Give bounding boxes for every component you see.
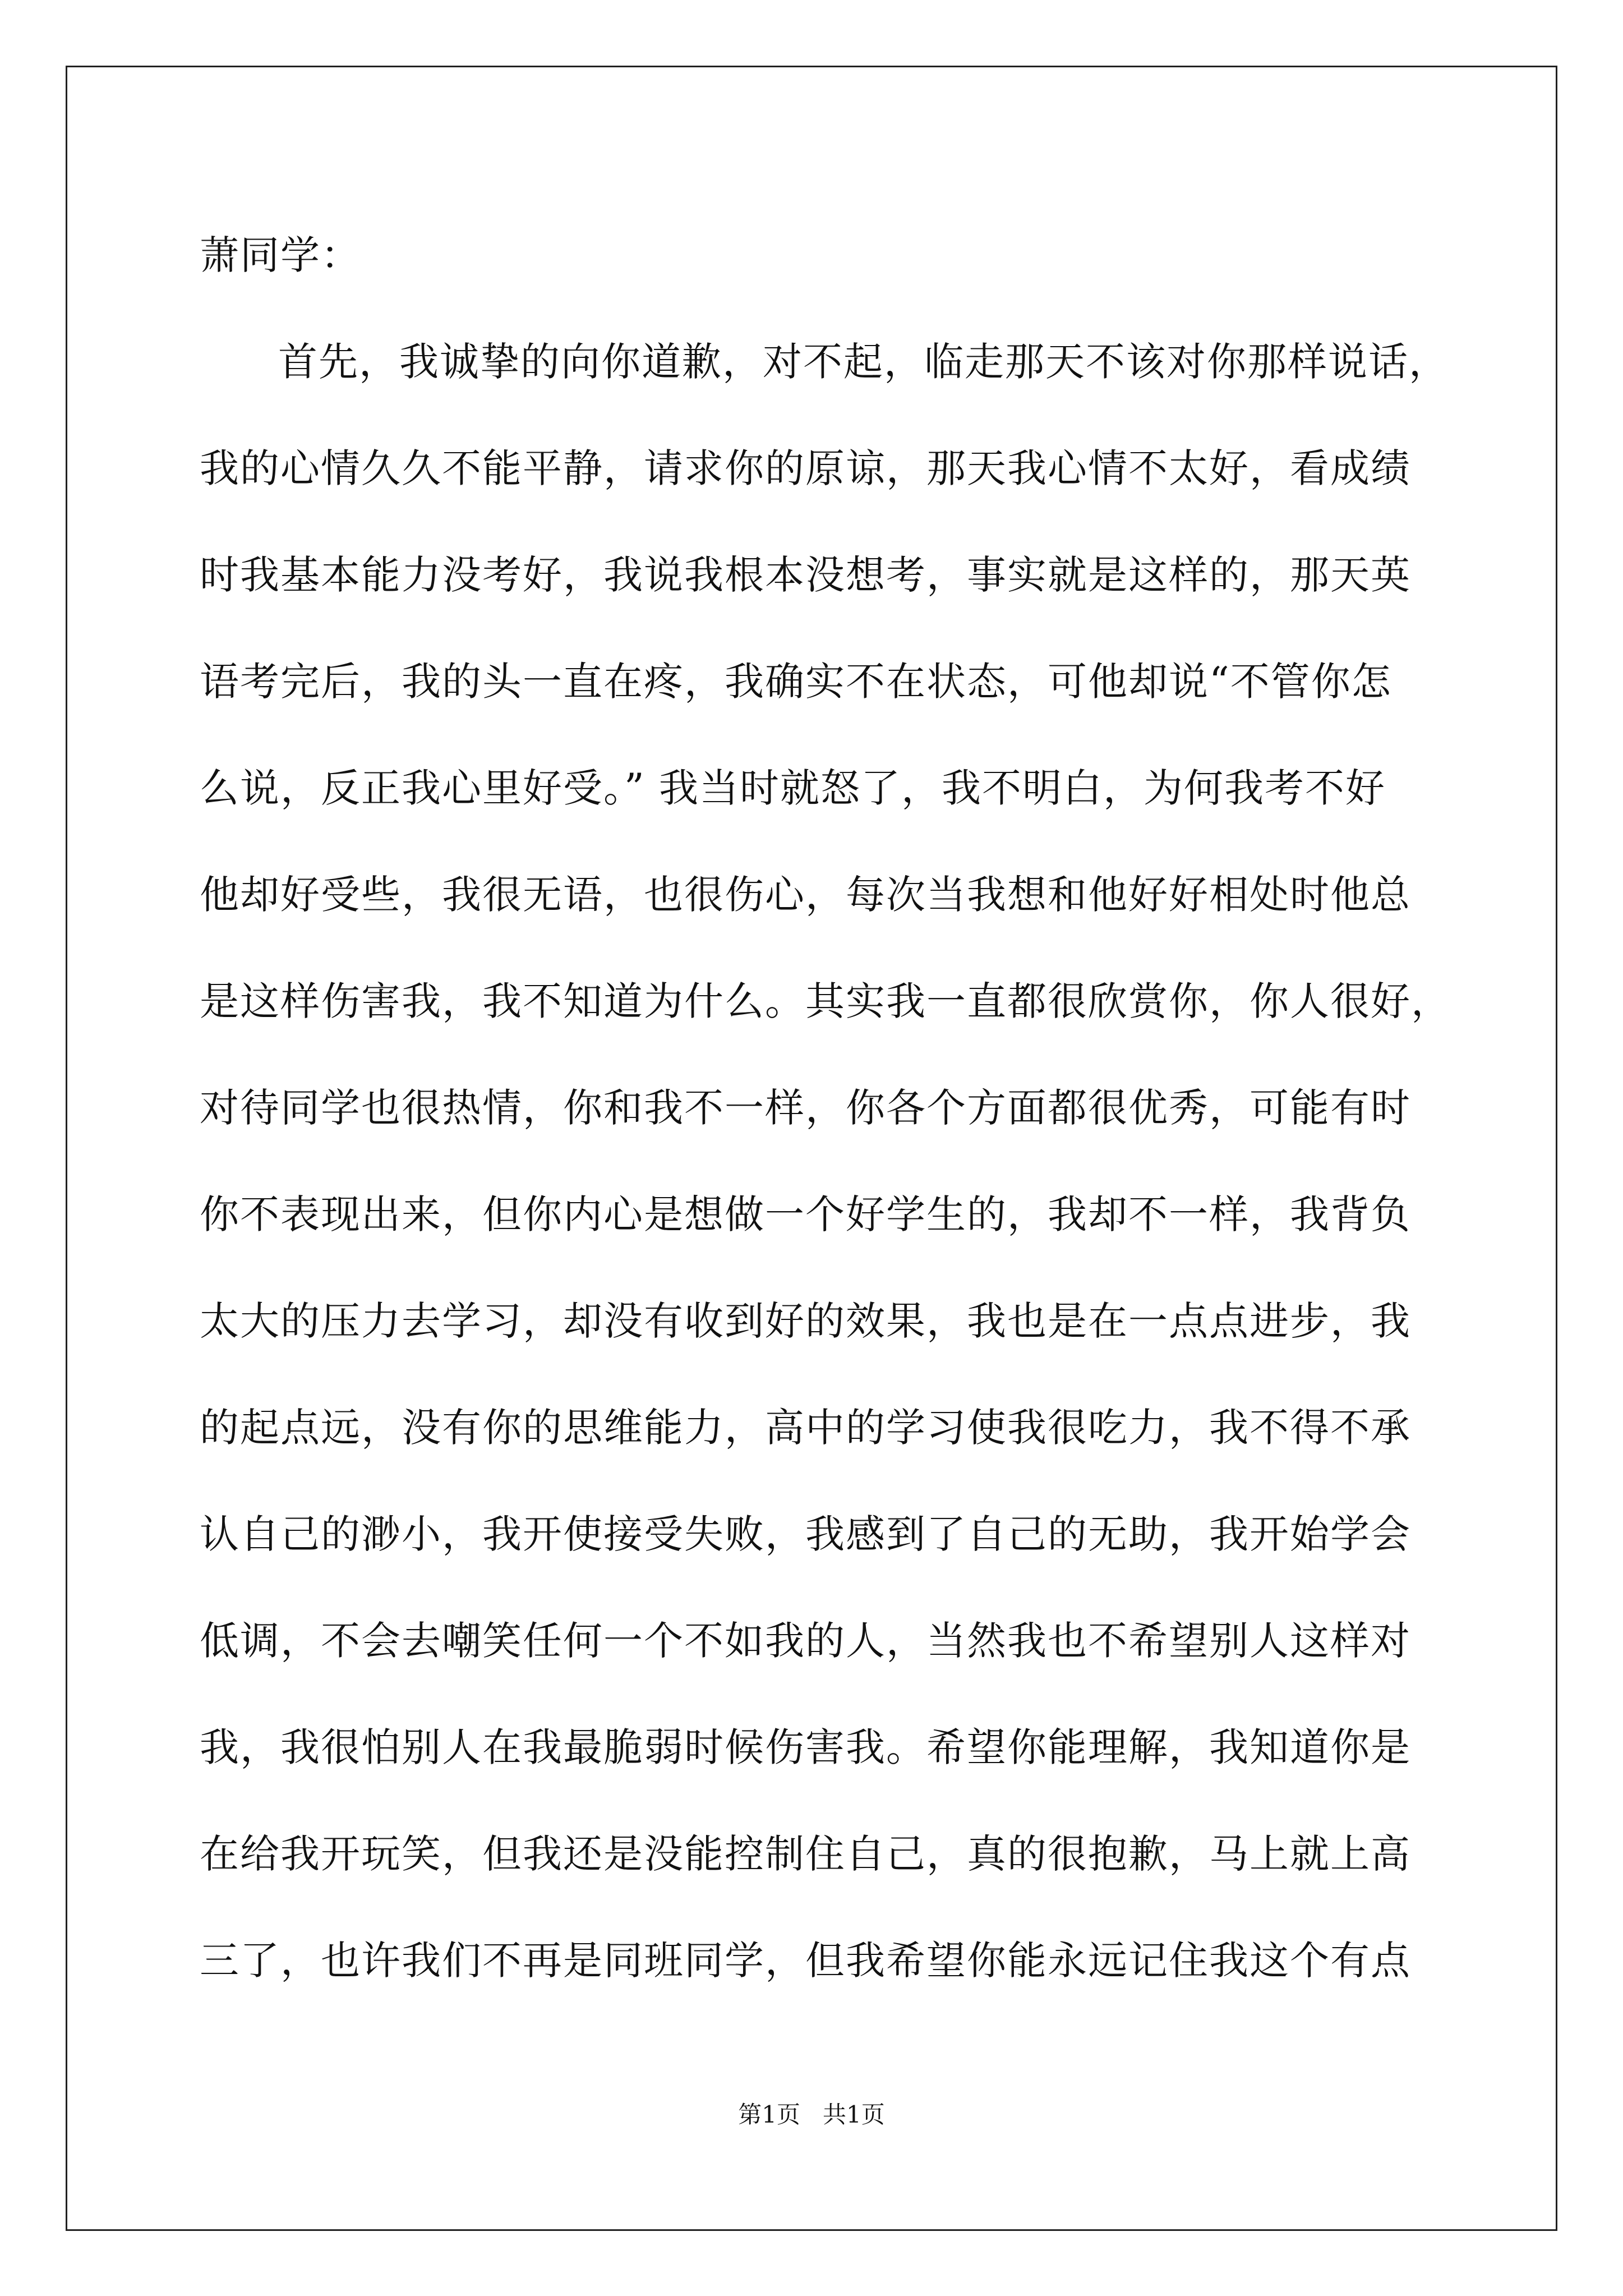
body-line: 认自己的渺小，我开使接受失败，我感到了自己的无助，我开始学会: [200, 1511, 1411, 1557]
body-line: 你不表现出来，但你内心是想做一个好学生的，我却不一样，我背负: [200, 1191, 1411, 1237]
body-line: 他却好受些，我很无语，也很伤心，每次当我想和他好好相处时他总: [200, 872, 1411, 918]
body-line: 么说，反正我心里好受。” 我当时就怒了，我不明白，为何我考不好: [200, 765, 1386, 811]
body-line: 语考完后，我的头一直在疼，我确实不在状态，可他却说“不管你怎: [200, 659, 1392, 705]
body-line: 我，我很怕别人在我最脆弱时候伤害我。希望你能理解，我知道你是: [200, 1724, 1411, 1770]
body-line: 三了，也许我们不再是同班同学，但我希望你能永远记住我这个有点: [200, 1938, 1411, 1984]
body-line: 时我基本能力没考好，我说我根本没想考，事实就是这样的，那天英: [200, 552, 1411, 598]
letter-body: [200, 202, 1450, 2014]
salutation: 萧同学：: [200, 232, 361, 278]
body-line: 对待同学也很热情，你和我不一样，你各个方面都很优秀，可能有时: [200, 1085, 1411, 1131]
body-line: 的起点远，没有你的思维能力，高中的学习使我很吃力，我不得不承: [200, 1405, 1411, 1451]
page-number-footer: 第1页 共1页: [738, 2101, 885, 2128]
body-line: 我的心情久久不能平静，请求你的原谅，那天我心情不太好，看成绩: [200, 445, 1411, 491]
body-line: 太大的压力去学习，却没有收到好的效果，我也是在一点点进步，我: [200, 1298, 1411, 1344]
body-line: 低调，不会去嘲笑任何一个不如我的人，当然我也不希望别人这样对: [200, 1618, 1411, 1664]
body-line: 是这样伤害我，我不知道为什么。其实我一直都很欣赏你，你人很好，: [200, 978, 1451, 1024]
body-line: 在给我开玩笑，但我还是没能控制住自己，真的很抱歉，马上就上高: [200, 1831, 1411, 1877]
body-line: 首先，我诚挚的向你道歉，对不起，临走那天不该对你那样说话，: [278, 339, 1449, 385]
